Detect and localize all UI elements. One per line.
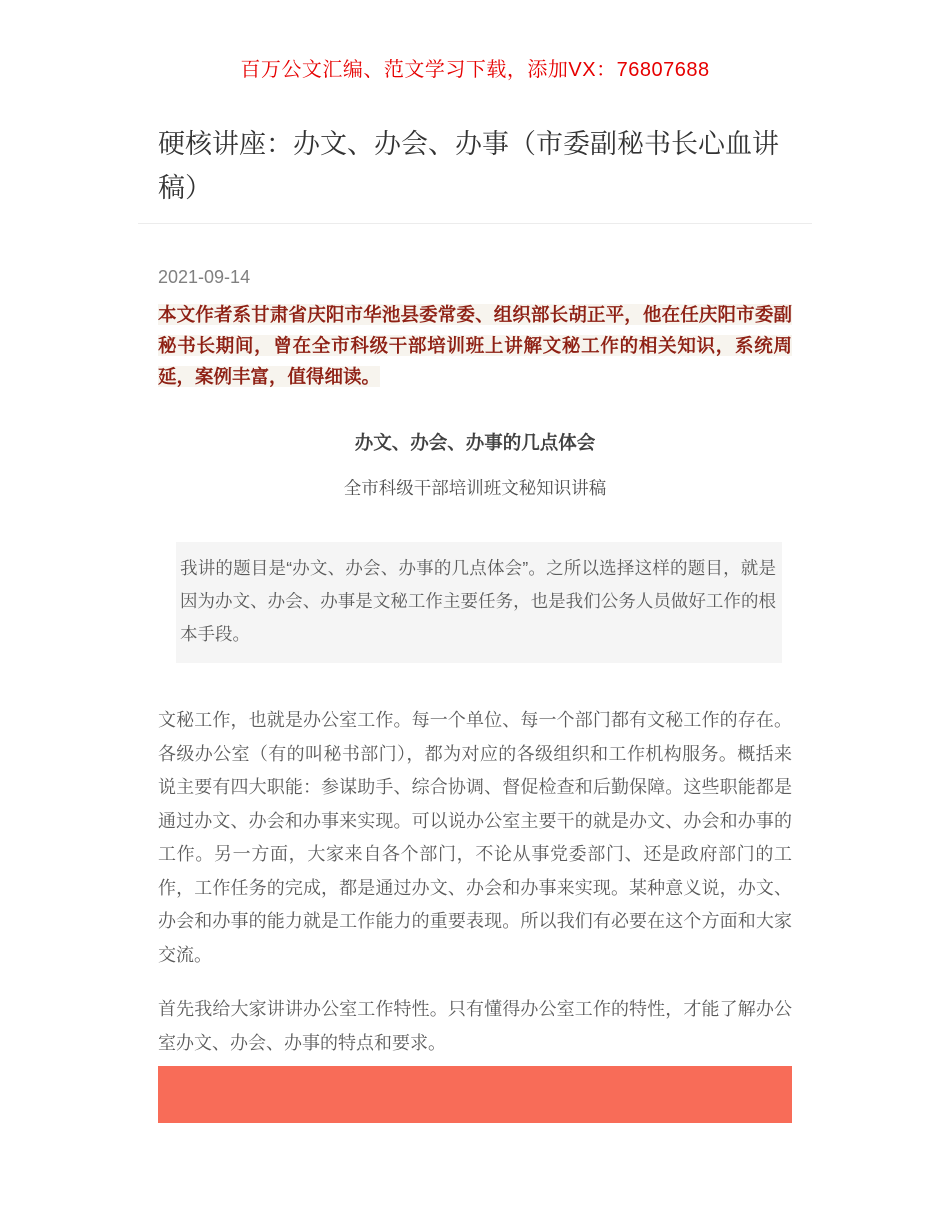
page-title: 硬核讲座：办文、办会、办事（市委副秘书长心血讲稿） (158, 129, 779, 203)
author-note (158, 299, 792, 392)
article-subheading: 全市科级干部培训班文秘知识讲稿 (343, 478, 607, 498)
promo-banner-image (158, 1066, 792, 1123)
title-divider (138, 223, 812, 224)
author-note-text: 本文作者系甘肃省庆阳市华池县委常委、组织部长胡正平，他在任庆阳市委副秘书长期间，曾在全市科级干部培训班上讲解文秘工作的相关知识，系统周延，案例丰富，值得细读。 (158, 304, 792, 387)
article-content (138, 267, 812, 1123)
article-container (138, 122, 812, 1123)
article-heading: 办文、办会、办事的几点体会 (354, 432, 596, 453)
publish-date: 2021-09-14 (158, 267, 251, 287)
promo-notice: 百万公文汇编、范文学习下载，添加VX：76807688 (240, 59, 710, 81)
body-paragraph: 文秘工作，也就是办公室工作。每一个单位、每一个部门都有文秘工作的存在。各级办公室（有的叫秘书部门），都为对应的各级组织和工作机构服务。概括来说主要有四大职能：参谋助手、综合协调、督促检查和后勤保障。这些职能都是通过办文、办会和办事来实现。可以说办公室主要干的就是办文、办会和办事的工作。另一方面，大家来自各个部门，不论从事党委部门、还是政府部门的工作，工作任务的完成，都是通过办文、办会和办事来实现。某种意义说，办文、办会和办事的能力就是工作能力的重要表现。所以我们有必要在这个方面和大家交流。 (158, 710, 792, 965)
lead-quote-block: 我讲的题目是“办文、办会、办事的几点体会”。之所以选择这样的题目，就是因为办文、办会、办事是文秘工作主要任务，也是我们公务人员做好工作的根本手段。 (176, 542, 782, 663)
body-paragraph: 首先我给大家讲讲办公室工作特性。只有懂得办公室工作的特性，才能了解办公室办文、办会、办事的特点和要求。 (158, 999, 792, 1053)
